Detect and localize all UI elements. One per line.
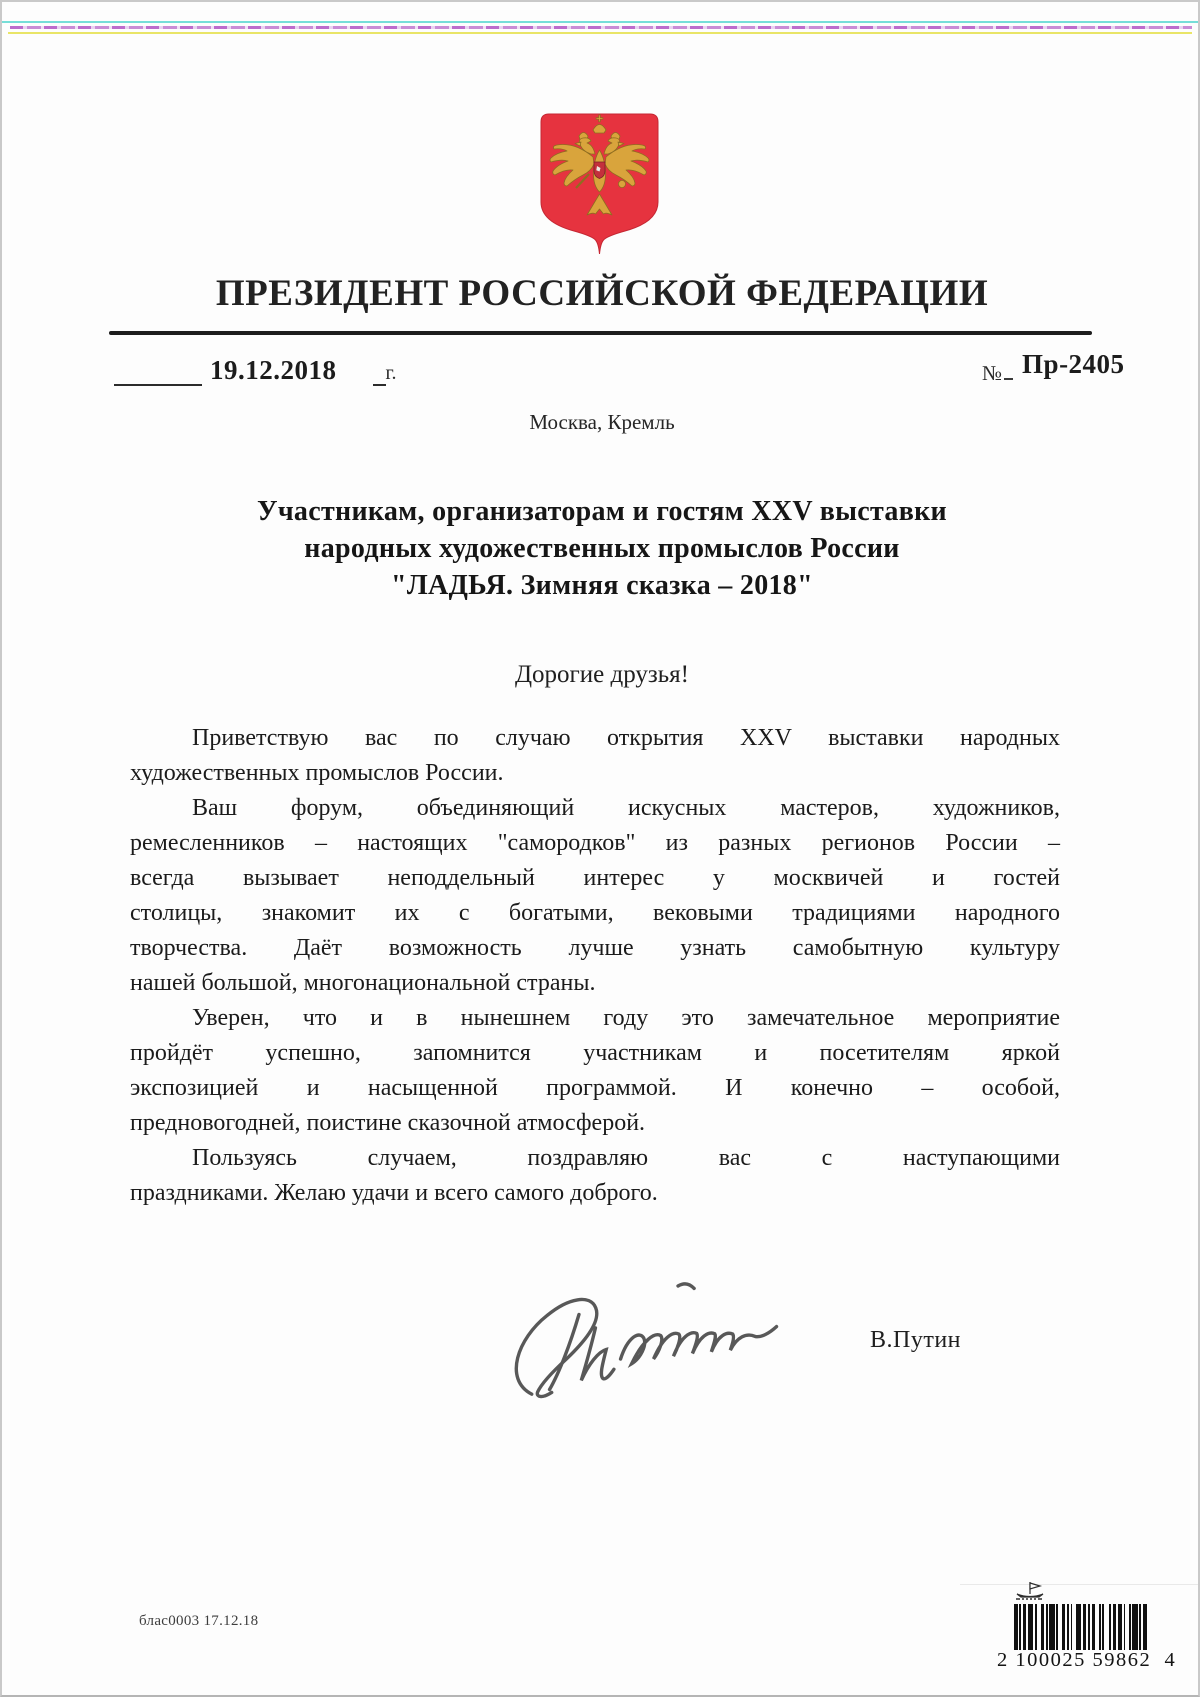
salutation: Дорогие друзья! bbox=[514, 661, 690, 688]
body-line: столицы, знакомит их с богатыми, вековыми традициями народного bbox=[130, 900, 1060, 926]
body-line: экспозицией и насыщенной программой. И конечно – особой, bbox=[130, 1075, 1060, 1101]
address-title bbox=[102, 493, 1102, 604]
number-sign: № bbox=[982, 361, 1003, 385]
body-line: пройдёт успешно, запомнится участникам и посетителям яркой bbox=[130, 1040, 1060, 1066]
body-line: предновогодней, поистине сказочной атмосферой. bbox=[130, 1110, 646, 1136]
body-line: Уверен, что и в нынешнем году это замечательное мероприятие bbox=[192, 1005, 1060, 1031]
document-number: Пр-2405 bbox=[1022, 349, 1125, 379]
address-title-line-3: "ЛАДЬЯ. Зимняя сказка – 2018" bbox=[391, 570, 813, 601]
scan-crease-line bbox=[960, 1584, 1198, 1585]
ladya-boat-icon bbox=[1010, 1579, 1050, 1603]
body-line: ремесленников – настоящих "самородков" из разных регионов России – bbox=[130, 830, 1060, 856]
date-blank-line bbox=[114, 350, 202, 386]
body-line: всегда вызывает неподдельный интерес у москвичей и гостей bbox=[130, 865, 1060, 891]
body-line: Приветствую вас по случаю открытия XXV выставки народных bbox=[192, 725, 1060, 751]
doc-code: блас0003 17.12.18 bbox=[139, 1613, 259, 1629]
address-title-line-2: народных художественных промыслов России bbox=[304, 533, 900, 564]
signatory-name: В.Путин bbox=[870, 1327, 962, 1353]
place-line: Москва, Кремль bbox=[529, 410, 675, 434]
scan-artifact-cyan-line bbox=[2, 21, 1198, 23]
number-line bbox=[982, 349, 1125, 385]
barcode-bars bbox=[1014, 1604, 1147, 1650]
letterhead-title: ПРЕЗИДЕНТ РОССИЙСКОЙ ФЕДЕРАЦИИ bbox=[215, 273, 989, 314]
body-line: праздниками. Желаю удачи и всего самого доброго. bbox=[130, 1180, 658, 1206]
letterhead-rule bbox=[109, 331, 1092, 335]
letter-body bbox=[130, 721, 1060, 1211]
number-blank bbox=[1004, 360, 1013, 380]
body-line: творчества. Даёт возможность лучше узнать самобытную культуру bbox=[130, 935, 1060, 961]
body-line: художественных промыслов России. bbox=[130, 760, 504, 786]
body-line: Пользуясь случаем, поздравляю вас с наступающими bbox=[192, 1145, 1060, 1171]
scan-artifact-magenta-line bbox=[10, 26, 1192, 29]
issue-date: 19.12.2018 bbox=[210, 355, 337, 385]
scan-artifact-yellow-line bbox=[8, 32, 1192, 34]
body-line: нашей большой, многонациональной страны. bbox=[130, 970, 596, 996]
body-line: Ваш форум, объединяющий искусных мастеров, художников, bbox=[192, 795, 1060, 821]
signature-scrawl bbox=[500, 1278, 800, 1408]
date-line bbox=[114, 350, 396, 386]
russian-coat-of-arms-icon bbox=[537, 112, 662, 257]
date-suffix-blank bbox=[373, 360, 386, 386]
barcode-bar bbox=[1143, 1604, 1147, 1650]
address-title-line-1: Участникам, организаторам и гостям XXV выставки bbox=[256, 496, 947, 527]
date-suffix: г. bbox=[385, 362, 397, 384]
barcode-digits: 2 100025 59862 4 bbox=[997, 1649, 1177, 1671]
